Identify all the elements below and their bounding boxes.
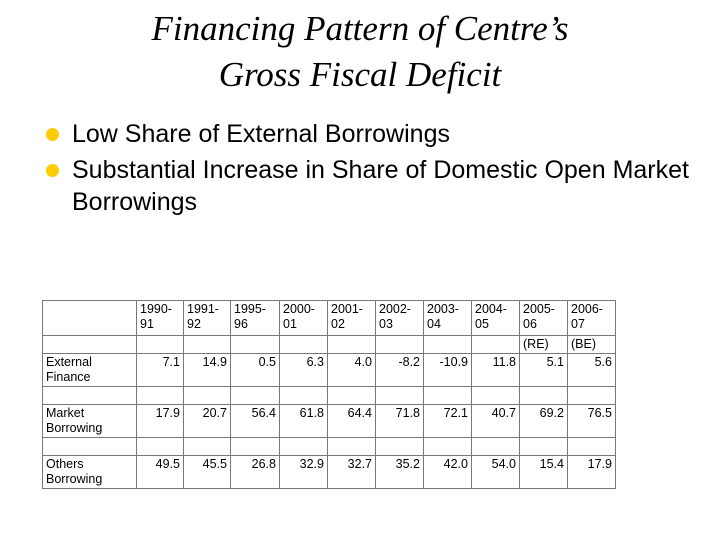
spacer-cell — [184, 438, 231, 456]
spacer-cell — [231, 387, 280, 405]
table-header-row — [43, 301, 616, 336]
year-header-cell — [280, 301, 328, 336]
value-cell: 14.9 — [184, 354, 231, 387]
spacer-cell — [328, 387, 376, 405]
year-end: 91 — [140, 317, 154, 331]
slide-title — [0, 6, 720, 98]
year-header-cell — [568, 301, 616, 336]
value-cell: 72.1 — [424, 405, 472, 438]
value-cell: 32.7 — [328, 456, 376, 489]
year-start: 2005- — [523, 302, 555, 316]
table-row — [43, 354, 616, 387]
value-cell: 42.0 — [424, 456, 472, 489]
title-line-2: Gross Fiscal Deficit — [218, 55, 502, 94]
year-end: 02 — [331, 317, 345, 331]
year-header-cell — [328, 301, 376, 336]
value-cell: 40.7 — [472, 405, 520, 438]
value-cell: 0.5 — [231, 354, 280, 387]
year-start: 1995- — [234, 302, 266, 316]
value-cell: 35.2 — [376, 456, 424, 489]
value-cell: 45.5 — [184, 456, 231, 489]
bullet-item — [44, 118, 704, 150]
spacer-cell — [424, 438, 472, 456]
title-line-1: Financing Pattern of Centre’s — [151, 9, 569, 48]
year-header-cell — [472, 301, 520, 336]
spacer-cell — [43, 387, 137, 405]
year-end: 03 — [379, 317, 393, 331]
year-end: 96 — [234, 317, 248, 331]
year-start: 2006- — [571, 302, 603, 316]
spacer-cell — [137, 387, 184, 405]
spacer-cell — [568, 387, 616, 405]
year-start: 2002- — [379, 302, 411, 316]
spacer-cell — [184, 387, 231, 405]
spacer-cell — [231, 438, 280, 456]
value-cell: 11.8 — [472, 354, 520, 387]
year-start: 2003- — [427, 302, 459, 316]
value-cell: 17.9 — [568, 456, 616, 489]
year-header-cell — [184, 301, 231, 336]
value-cell: 64.4 — [328, 405, 376, 438]
value-cell: 49.5 — [137, 456, 184, 489]
row-label-line-1: External — [46, 355, 92, 369]
bullet-item — [44, 154, 704, 218]
spacer-cell — [376, 438, 424, 456]
value-cell: 20.7 — [184, 405, 231, 438]
value-cell: 15.4 — [520, 456, 568, 489]
year-end: 05 — [475, 317, 489, 331]
row-label-cell — [43, 354, 137, 387]
year-start: 2001- — [331, 302, 363, 316]
spacer-cell — [472, 438, 520, 456]
value-cell: -10.9 — [424, 354, 472, 387]
value-cell: 4.0 — [328, 354, 376, 387]
year-end: 01 — [283, 317, 297, 331]
year-end: 06 — [523, 317, 537, 331]
table-row — [43, 405, 616, 438]
estimate-note-cell — [231, 336, 280, 354]
estimate-note-cell — [472, 336, 520, 354]
year-header-cell — [231, 301, 280, 336]
spacer-cell — [520, 438, 568, 456]
row-label-cell — [43, 405, 137, 438]
spacer-cell — [137, 438, 184, 456]
estimate-note-cell — [184, 336, 231, 354]
table-note-row — [43, 336, 616, 354]
bullet-text: Substantial Increase in Share of Domestic Open Market Borrowings — [72, 156, 689, 216]
estimate-note-cell — [137, 336, 184, 354]
row-label-line-2: Borrowing — [46, 472, 103, 486]
value-cell: 7.1 — [137, 354, 184, 387]
value-cell: -8.2 — [376, 354, 424, 387]
bullet-dot-icon — [46, 128, 59, 141]
value-cell: 56.4 — [231, 405, 280, 438]
value-cell: 71.8 — [376, 405, 424, 438]
value-cell: 5.1 — [520, 354, 568, 387]
value-cell: 76.5 — [568, 405, 616, 438]
spacer-cell — [472, 387, 520, 405]
value-cell: 26.8 — [231, 456, 280, 489]
value-cell: 54.0 — [472, 456, 520, 489]
estimate-note-cell — [328, 336, 376, 354]
value-cell: 32.9 — [280, 456, 328, 489]
value-cell: 5.6 — [568, 354, 616, 387]
row-label-line-1: Market — [46, 406, 85, 420]
year-start: 2004- — [475, 302, 507, 316]
value-cell: 69.2 — [520, 405, 568, 438]
spacer-row — [43, 387, 616, 405]
note-corner-cell — [43, 336, 137, 354]
spacer-cell — [376, 387, 424, 405]
header-corner-cell — [43, 301, 137, 336]
year-start: 1990- — [140, 302, 172, 316]
table-row — [43, 456, 616, 489]
spacer-cell — [424, 387, 472, 405]
year-header-cell — [520, 301, 568, 336]
year-header-cell — [376, 301, 424, 336]
value-cell: 17.9 — [137, 405, 184, 438]
estimate-note-cell: (BE) — [568, 336, 616, 354]
year-start: 2000- — [283, 302, 315, 316]
bullet-dot-icon — [46, 164, 59, 177]
row-label-line-2: Finance — [46, 370, 91, 384]
estimate-note-cell: (RE) — [520, 336, 568, 354]
bullet-text: Low Share of External Borrowings — [72, 120, 450, 148]
year-start: 1991- — [187, 302, 219, 316]
year-header-cell — [424, 301, 472, 336]
row-label-line-1: Others — [46, 457, 84, 471]
estimate-note-cell — [376, 336, 424, 354]
financing-table — [42, 300, 616, 489]
year-end: 04 — [427, 317, 441, 331]
spacer-cell — [43, 438, 137, 456]
spacer-cell — [520, 387, 568, 405]
spacer-cell — [328, 438, 376, 456]
estimate-note-cell — [280, 336, 328, 354]
row-label-cell — [43, 456, 137, 489]
spacer-cell — [280, 438, 328, 456]
estimate-note-cell — [424, 336, 472, 354]
year-header-cell — [137, 301, 184, 336]
spacer-cell — [568, 438, 616, 456]
spacer-cell — [280, 387, 328, 405]
row-label-line-2: Borrowing — [46, 421, 103, 435]
value-cell: 61.8 — [280, 405, 328, 438]
year-end: 92 — [187, 317, 201, 331]
spacer-row — [43, 438, 616, 456]
bullet-list — [44, 118, 704, 222]
value-cell: 6.3 — [280, 354, 328, 387]
year-end: 07 — [571, 317, 585, 331]
